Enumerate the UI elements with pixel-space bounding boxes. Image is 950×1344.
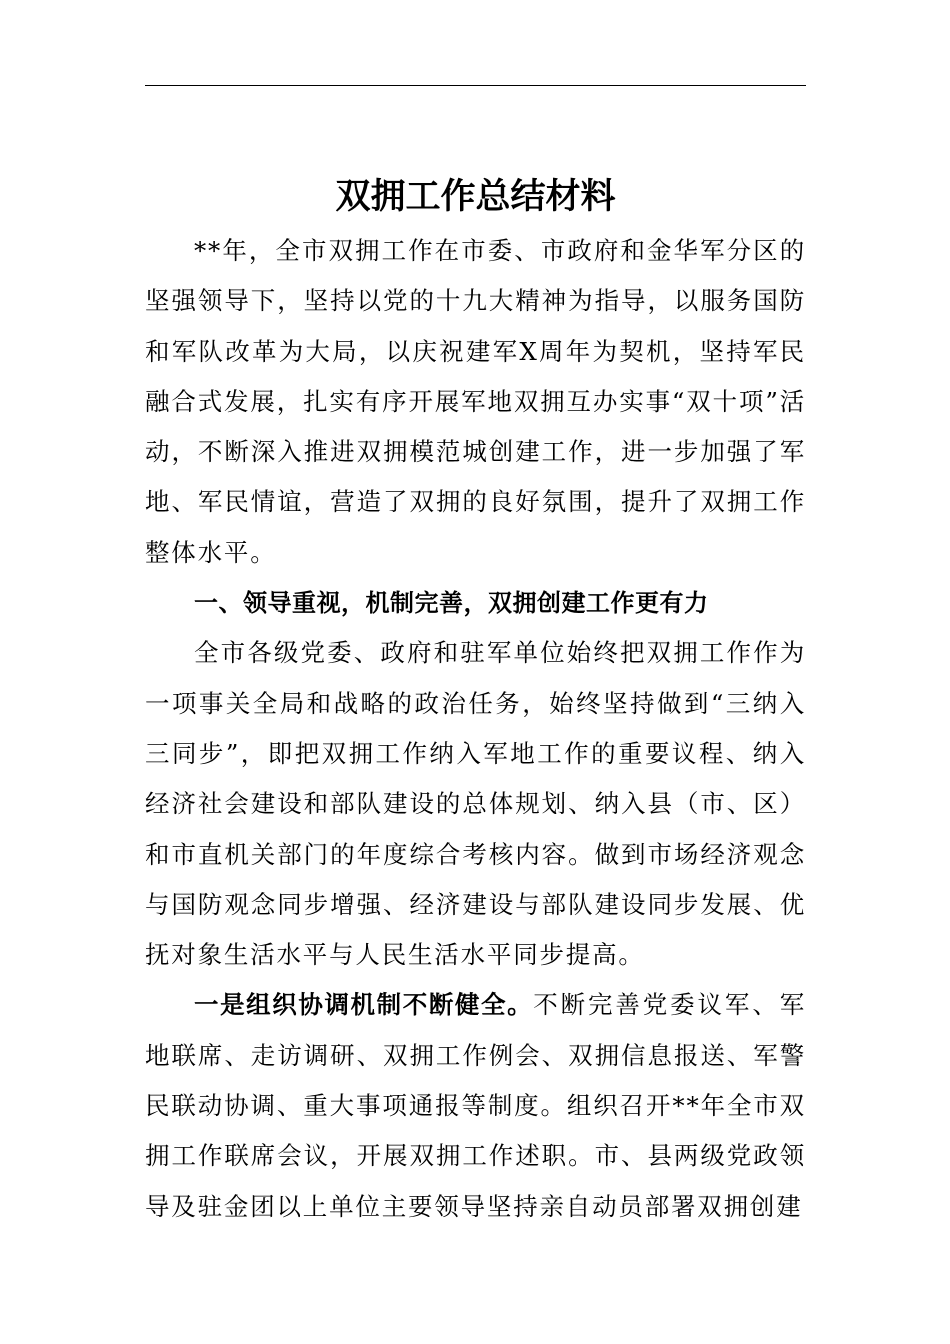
section-1-heading: 一、领导重视，机制完善，双拥创建工作更有力 xyxy=(194,589,709,618)
point-1-text: 不断完善党委议军、军地联席、走访调研、双拥工作例会、双拥信息报送、军警民联动协调、重大事项通报等制度。组织召开**年全市双拥工作联席会议，开展双拥工作述职。市、县两级党政领导及驻金团以上单位主要领导坚持亲自动员部署双拥创建 xyxy=(145,990,807,1221)
document-body xyxy=(145,226,806,1232)
document-title: 双拥工作总结材料 xyxy=(335,177,616,217)
intro-paragraph: **年，全市双拥工作在市委、市政府和金华军分区的坚强领导下，坚持以党的十九大精神为指导，以服务国防和军队改革为大局，以庆祝建军X周年为契机，坚持军民融合式发展，扎实有序开展军地双拥互办实事“双十项”活动，不断深入推进双拥模范城创建工作，进一步加强了军地、军民情谊，营造了双拥的良好氛围，提升了双拥工作整体水平。 xyxy=(145,236,806,567)
section-1-paragraph: 全市各级党委、政府和驻军单位始终把双拥工作作为一项事关全局和战略的政治任务，始终坚持做到“三纳入三同步”，即把双拥工作纳入军地工作的重要议程、纳入经济社会建设和部队建设的总体规划、纳入县（市、区）和市直机关部门的年度综合考核内容。做到市场经济观念与国防观念同步增强、经济建设与部队建设同步发展、优抚对象生活水平与人民生活水平同步提高。 xyxy=(145,638,806,970)
point-1-lead: 一是组织协调机制不断健全。 xyxy=(194,990,534,1020)
header-rule xyxy=(145,85,806,86)
point-1-paragraph xyxy=(145,980,806,1231)
